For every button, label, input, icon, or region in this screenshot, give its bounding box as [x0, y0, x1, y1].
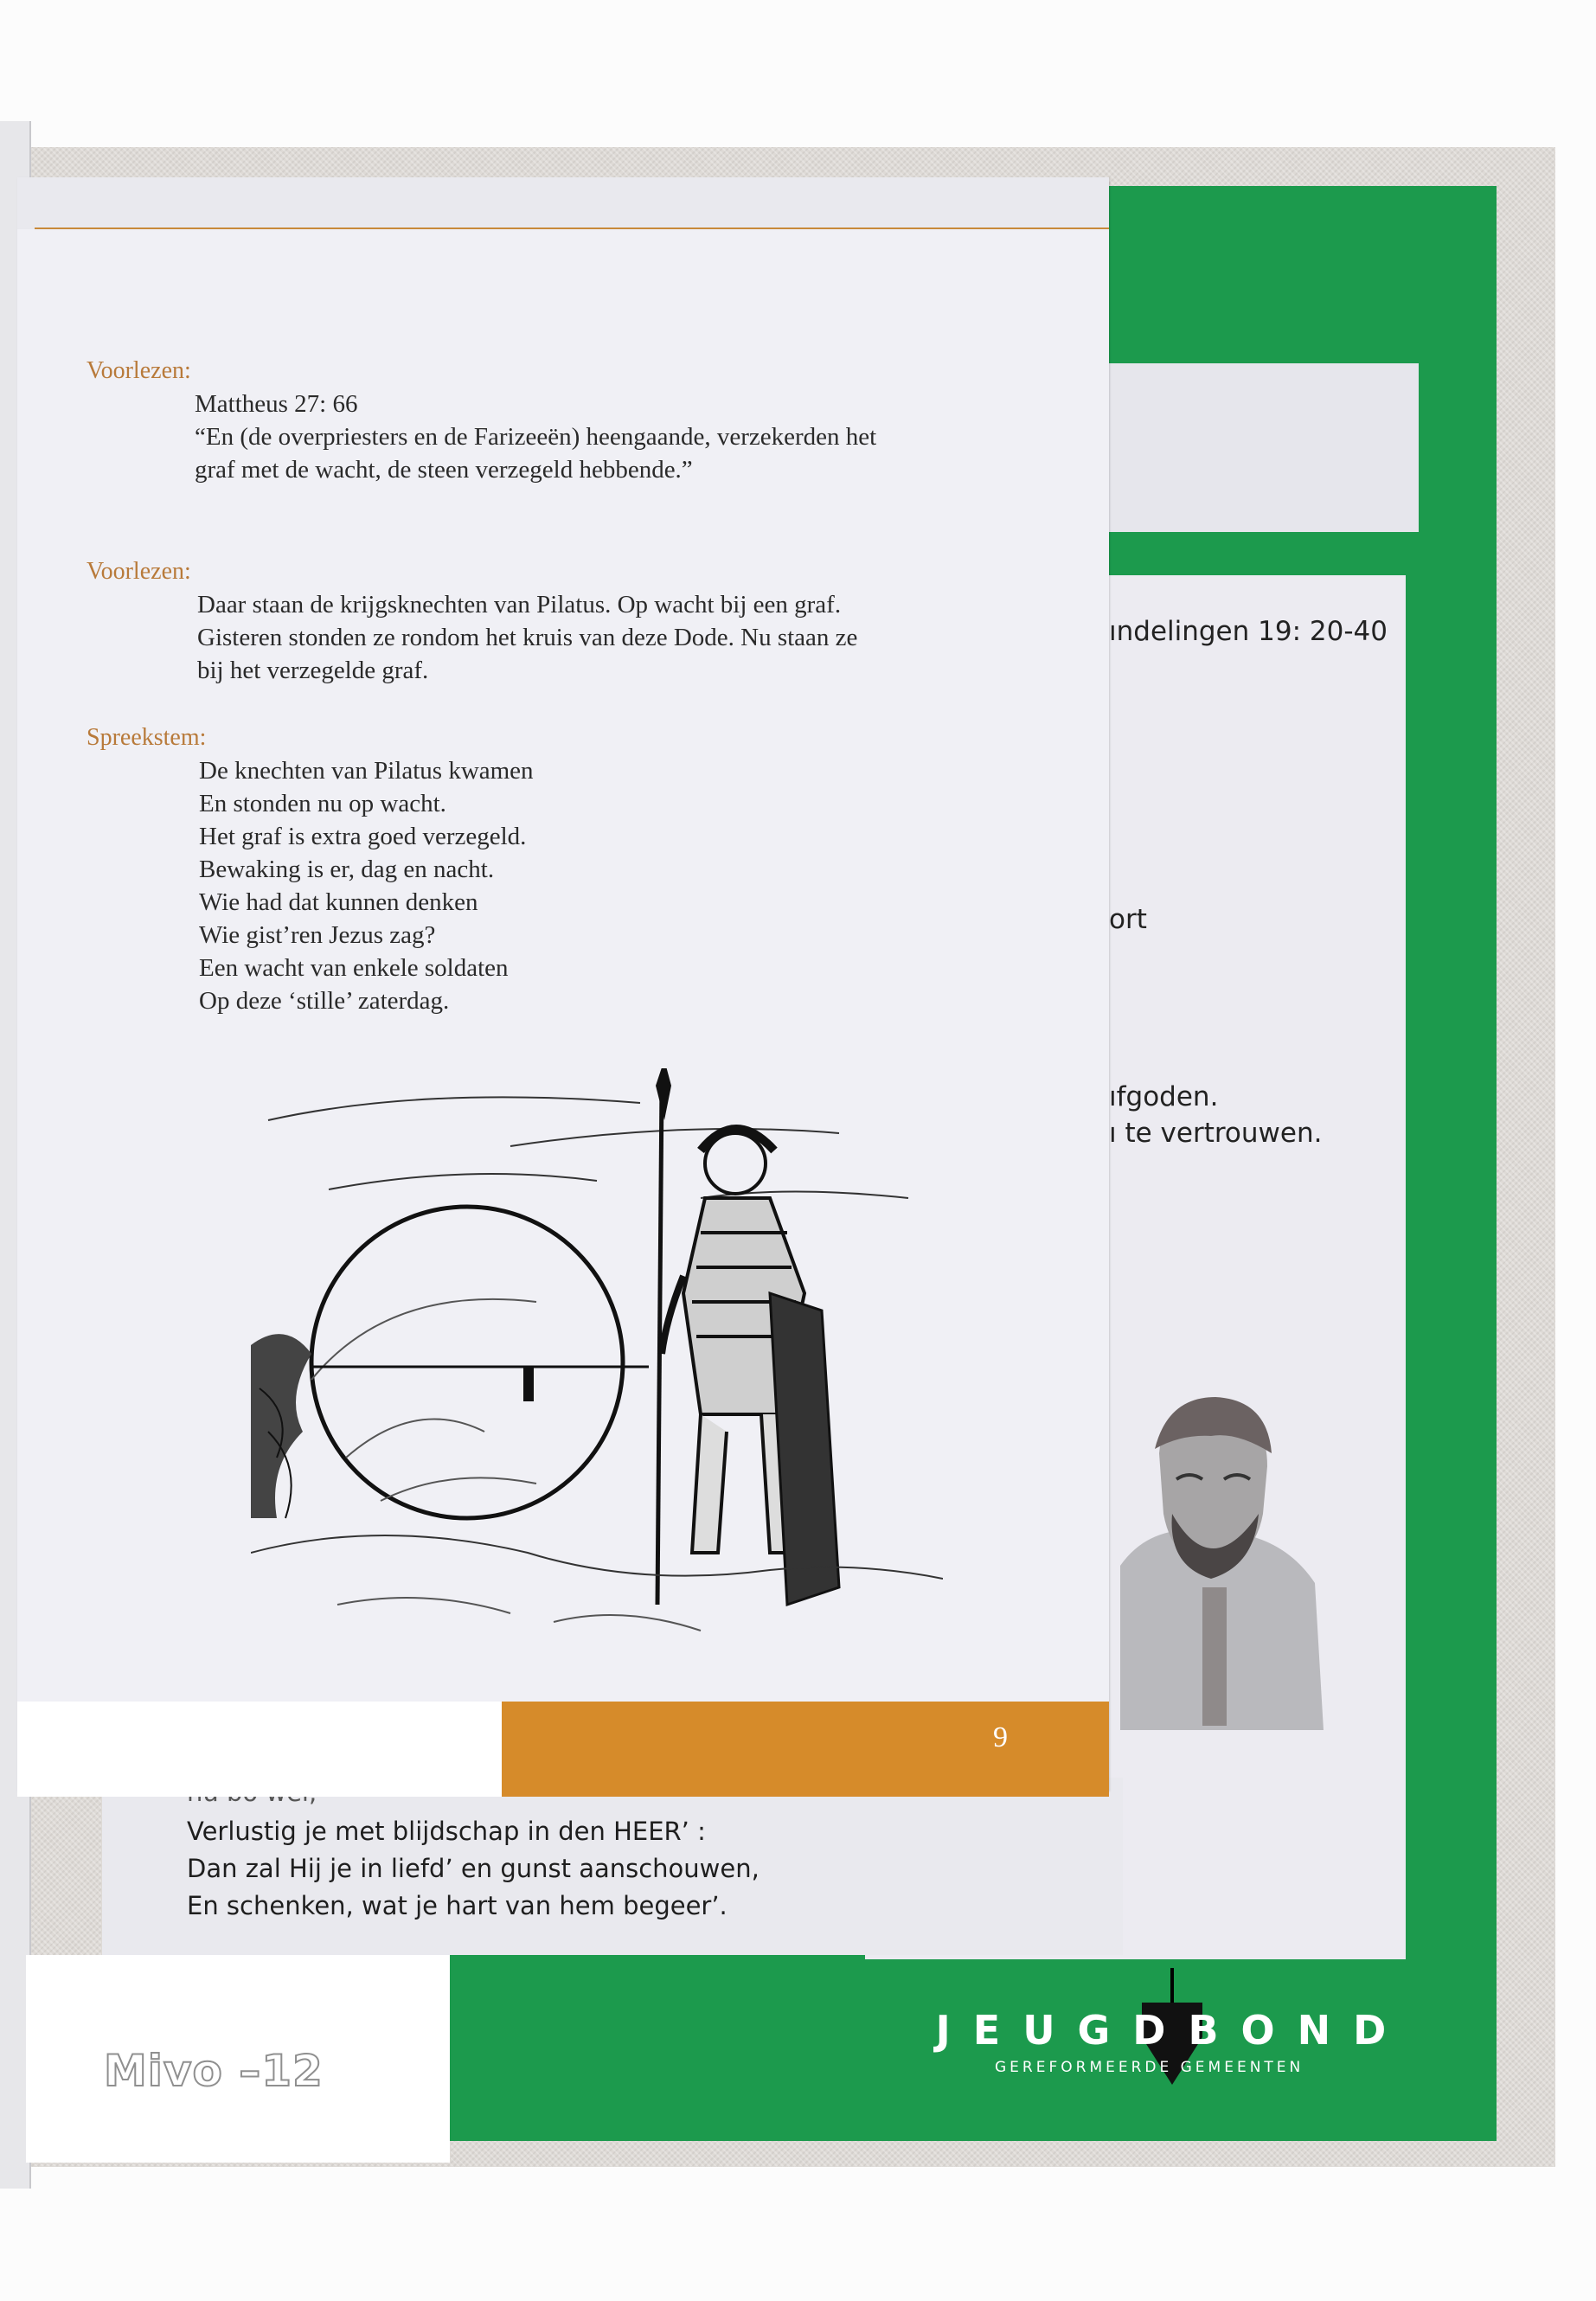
booklet-page	[17, 177, 1109, 1791]
poem-box	[102, 1778, 1123, 1955]
poem-1-line-3: Het graf is extra goed verzegeld.	[199, 823, 527, 850]
section-1-line-1: Mattheus 27: 66	[195, 390, 358, 418]
portrait-illustration	[1099, 1384, 1332, 1730]
header-rule	[35, 228, 1109, 229]
poem-line-3: En schenken, wat je hart van hem begeer’.	[187, 1891, 727, 1920]
page-number: 9	[993, 1721, 1008, 1753]
jeugdbond-logo	[930, 1968, 1414, 2089]
poem-1-line-2: En stonden nu op wacht.	[199, 790, 446, 817]
mivo-label: Mivo –12	[104, 2046, 324, 2096]
section-2-line-1: Daar staan de krijgsknechten van Pilatus. Op wacht bij een graf.	[197, 591, 842, 619]
underlying-fragment-1: ındelingen 19: 20-40	[1109, 616, 1388, 647]
section-label-voorlezen-1: Voorlezen:	[87, 357, 191, 384]
underlying-fragment-4: ı te vertrouwen.	[1109, 1118, 1323, 1149]
section-1-line-3: graf met de wacht, de steen verzegeld hebbende.”	[195, 456, 693, 484]
poem-1-line-7: Een wacht van enkele soldaten	[199, 954, 509, 982]
logo-word: JEUGDBOND	[935, 2007, 1409, 2054]
section-1-line-2: “En (de overpriesters en de Farizeeën) heengaande, verzekerden het	[195, 423, 877, 451]
page-top-strip	[17, 177, 1109, 229]
section-2-line-2: Gisteren stonden ze rondom het kruis van deze Dode. Nu staan ze	[197, 624, 858, 651]
poem-line-1: Verlustig je met blijdschap in den HEER’ :	[187, 1817, 706, 1846]
underlying-fragment-2: ort	[1109, 904, 1147, 935]
section-label-voorlezen-2: Voorlezen:	[87, 558, 191, 585]
section-2-line-3: bij het verzegelde graf.	[197, 657, 429, 684]
poem-line-2: Dan zal Hij je in liefd’ en gunst aanschouwen,	[187, 1854, 760, 1883]
poem-1-line-8: Op deze ‘stille’ zaterdag.	[199, 987, 450, 1015]
poem-1-line-4: Bewaking is er, dag en nacht.	[199, 856, 495, 883]
logo-subtitle: GEREFORMEERDE GEMEENTEN	[995, 2059, 1304, 2076]
footer-torn-area	[17, 1702, 502, 1797]
poem-1-line-5: Wie had dat kunnen denken	[199, 888, 478, 916]
underlying-fragment-3: ıfgoden.	[1109, 1081, 1219, 1112]
section-label-spreekstem: Spreekstem:	[87, 724, 207, 751]
poem-1-line-1: De knechten van Pilatus kwamen	[199, 757, 534, 785]
roman-soldier-tomb-illustration	[251, 1068, 943, 1674]
poem-1-line-6: Wie gist’ren Jezus zag?	[199, 921, 436, 949]
